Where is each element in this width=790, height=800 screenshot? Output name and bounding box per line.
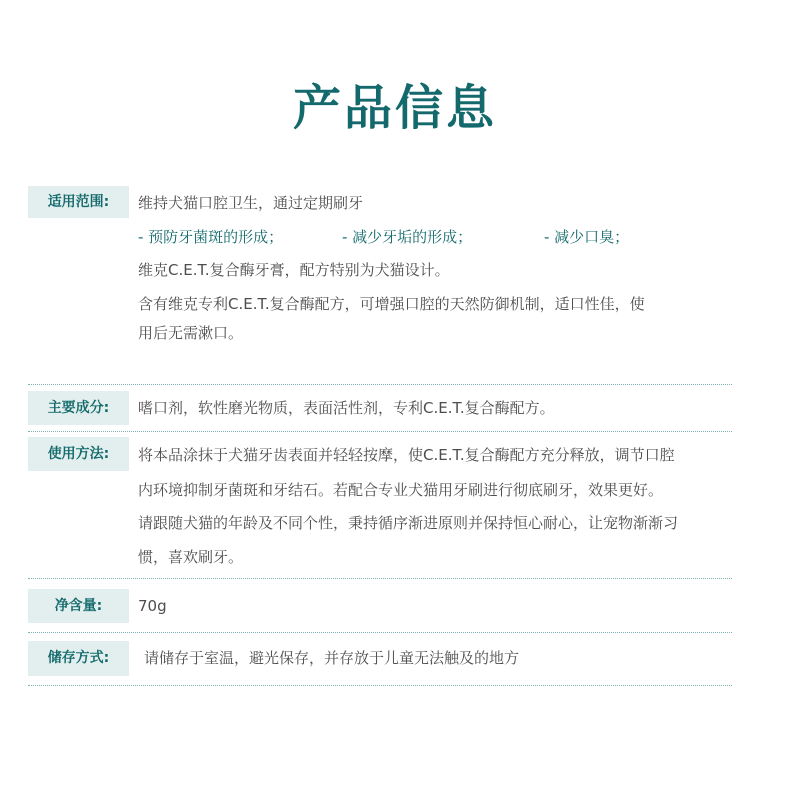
scope-line: 维持犬猫口腔卫生，通过定期刷牙 bbox=[138, 194, 364, 212]
section-divider bbox=[28, 685, 732, 686]
storage-line: 请储存于室温，避光保存，并存放于儿童无法触及的地方 bbox=[144, 649, 520, 667]
ingredients-label: 主要成分: bbox=[28, 391, 129, 425]
section-divider bbox=[28, 578, 732, 579]
scope-line: 用后无需漱口。 bbox=[138, 324, 244, 342]
scope-line: 含有维克专利C.E.T.复合酶配方，可增强口腔的天然防御机制，适口性佳，使 bbox=[138, 295, 645, 313]
usage-line: 请跟随犬猫的年龄及不同个性，秉持循序渐进原则并保持恒心耐心，让宠物渐渐习 bbox=[138, 514, 679, 532]
scope-bullet-breath: - 减少口臭； bbox=[544, 228, 630, 246]
section-divider bbox=[28, 632, 732, 633]
net-value: 70g bbox=[138, 597, 167, 615]
ingredients-line: 嗜口剂，软性磨光物质，表面活性剂，专利C.E.T.复合酶配方。 bbox=[138, 399, 555, 417]
section-divider bbox=[28, 431, 732, 432]
scope-line: 维克C.E.T.复合酶牙膏，配方特别为犬猫设计。 bbox=[138, 261, 450, 279]
usage-line: 内环境抑制牙菌斑和牙结石。若配合专业犬猫用牙刷进行彻底刷牙，效果更好。 bbox=[138, 481, 664, 499]
scope-bullet-tartar: - 减少牙垢的形成； bbox=[342, 228, 473, 246]
page-title: 产品信息 bbox=[292, 80, 497, 136]
section-divider bbox=[28, 384, 732, 385]
scope-label: 适用范围: bbox=[28, 186, 129, 218]
usage-label: 使用方法: bbox=[28, 437, 129, 471]
net-label: 净含量: bbox=[28, 589, 129, 623]
scope-bullet-plaque: - 预防牙菌斑的形成； bbox=[138, 228, 284, 246]
storage-label: 储存方式: bbox=[28, 641, 129, 676]
usage-line: 将本品涂抹于犬猫牙齿表面并轻轻按摩，使C.E.T.复合酶配方充分释放，调节口腔 bbox=[138, 446, 675, 464]
usage-line: 惯，喜欢刷牙。 bbox=[138, 548, 244, 566]
